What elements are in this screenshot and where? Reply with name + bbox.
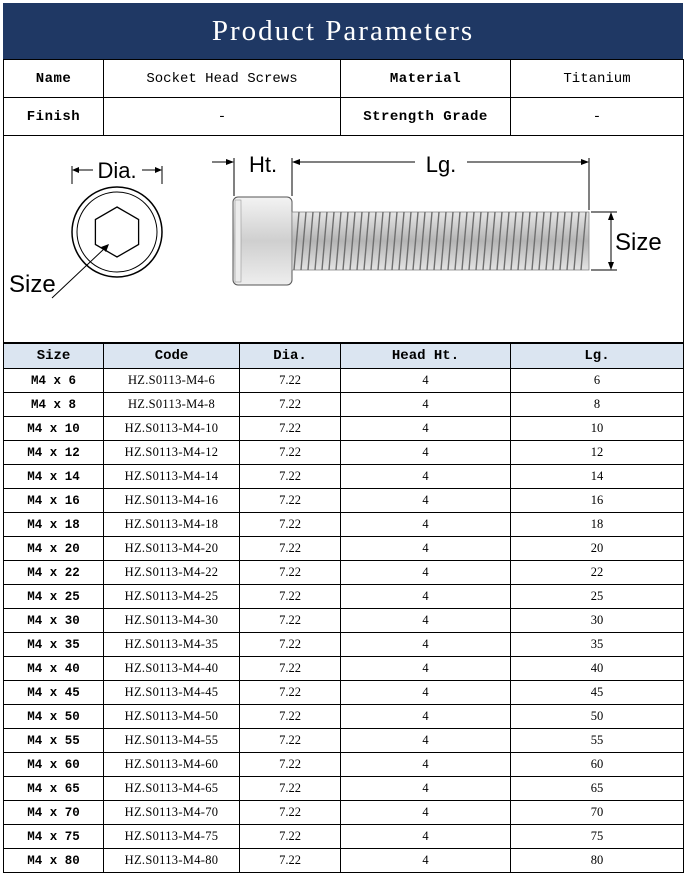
table-row xyxy=(4,537,684,561)
lg-cell: 40 xyxy=(511,657,684,681)
table-row xyxy=(4,777,684,801)
head-ht-cell: 4 xyxy=(341,705,511,729)
code-cell: HZ.S0113-M4-50 xyxy=(104,705,240,729)
screw-diagram xyxy=(5,136,683,337)
code-cell: HZ.S0113-M4-18 xyxy=(104,513,240,537)
code-cell: HZ.S0113-M4-6 xyxy=(104,369,240,393)
product-sheet xyxy=(3,3,683,873)
top-view xyxy=(9,158,162,298)
spec-table xyxy=(3,343,684,873)
code-cell: HZ.S0113-M4-10 xyxy=(104,417,240,441)
size-cell: M4 x 40 xyxy=(4,657,104,681)
page-title: Product Parameters xyxy=(3,3,683,59)
lg-cell: 35 xyxy=(511,633,684,657)
head-ht-cell: 4 xyxy=(341,801,511,825)
table-row xyxy=(4,465,684,489)
lg-cell: 14 xyxy=(511,465,684,489)
code-cell: HZ.S0113-M4-70 xyxy=(104,801,240,825)
head-ht-cell: 4 xyxy=(341,777,511,801)
code-cell: HZ.S0113-M4-25 xyxy=(104,585,240,609)
dia-cell: 7.22 xyxy=(240,801,341,825)
header-code: Code xyxy=(104,344,240,369)
code-cell: HZ.S0113-M4-16 xyxy=(104,489,240,513)
dia-cell: 7.22 xyxy=(240,393,341,417)
header-lg: Lg. xyxy=(511,344,684,369)
dia-cell: 7.22 xyxy=(240,681,341,705)
material-value: Titanium xyxy=(511,60,684,98)
dia-cell: 7.22 xyxy=(240,369,341,393)
table-row xyxy=(4,513,684,537)
table-row xyxy=(4,561,684,585)
lg-cell: 22 xyxy=(511,561,684,585)
head-ht-cell: 4 xyxy=(341,537,511,561)
code-cell: HZ.S0113-M4-65 xyxy=(104,777,240,801)
code-cell: HZ.S0113-M4-45 xyxy=(104,681,240,705)
spec-body xyxy=(4,369,684,873)
lg-cell: 20 xyxy=(511,537,684,561)
lg-cell: 16 xyxy=(511,489,684,513)
table-row xyxy=(4,609,684,633)
finish-label: Finish xyxy=(4,98,104,136)
name-label: Name xyxy=(4,60,104,98)
lg-label: Lg. xyxy=(425,152,456,177)
head-ht-cell: 4 xyxy=(341,729,511,753)
head-ht-cell: 4 xyxy=(341,657,511,681)
head-ht-cell: 4 xyxy=(341,489,511,513)
size-cell: M4 x 8 xyxy=(4,393,104,417)
table-row xyxy=(4,489,684,513)
diagram-cell xyxy=(4,136,684,343)
dia-cell: 7.22 xyxy=(240,441,341,465)
size-cell: M4 x 55 xyxy=(4,729,104,753)
dia-cell: 7.22 xyxy=(240,849,341,873)
head-ht-cell: 4 xyxy=(341,465,511,489)
dia-cell: 7.22 xyxy=(240,633,341,657)
code-cell: HZ.S0113-M4-55 xyxy=(104,729,240,753)
dia-cell: 7.22 xyxy=(240,705,341,729)
code-cell: HZ.S0113-M4-75 xyxy=(104,825,240,849)
code-cell: HZ.S0113-M4-60 xyxy=(104,753,240,777)
dia-cell: 7.22 xyxy=(240,753,341,777)
size-cell: M4 x 75 xyxy=(4,825,104,849)
size-cell: M4 x 70 xyxy=(4,801,104,825)
dia-cell: 7.22 xyxy=(240,465,341,489)
size-cell: M4 x 60 xyxy=(4,753,104,777)
dia-cell: 7.22 xyxy=(240,513,341,537)
info-row-name xyxy=(4,60,684,98)
header-size: Size xyxy=(4,344,104,369)
size-cell: M4 x 25 xyxy=(4,585,104,609)
lg-cell: 10 xyxy=(511,417,684,441)
dia-cell: 7.22 xyxy=(240,417,341,441)
dia-cell: 7.22 xyxy=(240,657,341,681)
lg-cell: 55 xyxy=(511,729,684,753)
name-value: Socket Head Screws xyxy=(104,60,341,98)
head-ht-cell: 4 xyxy=(341,849,511,873)
lg-cell: 65 xyxy=(511,777,684,801)
table-row xyxy=(4,705,684,729)
size-cell: M4 x 65 xyxy=(4,777,104,801)
head-ht-cell: 4 xyxy=(341,681,511,705)
size-cell: M4 x 20 xyxy=(4,537,104,561)
table-row xyxy=(4,801,684,825)
lg-cell: 60 xyxy=(511,753,684,777)
info-row-finish xyxy=(4,98,684,136)
head-ht-cell: 4 xyxy=(341,369,511,393)
dia-cell: 7.22 xyxy=(240,729,341,753)
table-row xyxy=(4,753,684,777)
size-cell: M4 x 18 xyxy=(4,513,104,537)
dia-label: Dia. xyxy=(96,158,137,183)
table-row xyxy=(4,849,684,873)
size-cell: M4 x 45 xyxy=(4,681,104,705)
table-row xyxy=(4,393,684,417)
lg-cell: 6 xyxy=(511,369,684,393)
lg-cell: 50 xyxy=(511,705,684,729)
dia-cell: 7.22 xyxy=(240,489,341,513)
lg-cell: 75 xyxy=(511,825,684,849)
lg-cell: 12 xyxy=(511,441,684,465)
table-row xyxy=(4,369,684,393)
grade-value: - xyxy=(511,98,684,136)
lg-cell: 30 xyxy=(511,609,684,633)
dia-cell: 7.22 xyxy=(240,609,341,633)
size-cell: M4 x 35 xyxy=(4,633,104,657)
dia-cell: 7.22 xyxy=(240,561,341,585)
head-ht-cell: 4 xyxy=(341,633,511,657)
grade-label: Strength Grade xyxy=(341,98,511,136)
dia-cell: 7.22 xyxy=(240,825,341,849)
code-cell: HZ.S0113-M4-80 xyxy=(104,849,240,873)
lg-cell: 25 xyxy=(511,585,684,609)
head-ht-cell: 4 xyxy=(341,609,511,633)
side-view xyxy=(212,152,662,285)
code-cell: HZ.S0113-M4-22 xyxy=(104,561,240,585)
code-cell: HZ.S0113-M4-8 xyxy=(104,393,240,417)
table-row xyxy=(4,585,684,609)
code-cell: HZ.S0113-M4-14 xyxy=(104,465,240,489)
size-cell: M4 x 30 xyxy=(4,609,104,633)
dia-cell: 7.22 xyxy=(240,537,341,561)
head-ht-cell: 4 xyxy=(341,753,511,777)
lg-cell: 45 xyxy=(511,681,684,705)
size-cell: M4 x 80 xyxy=(4,849,104,873)
code-cell: HZ.S0113-M4-35 xyxy=(104,633,240,657)
table-row xyxy=(4,729,684,753)
head-ht-cell: 4 xyxy=(341,513,511,537)
dia-cell: 7.22 xyxy=(240,585,341,609)
spec-header-row xyxy=(4,344,684,369)
table-row xyxy=(4,417,684,441)
head-ht-cell: 4 xyxy=(341,417,511,441)
lg-cell: 80 xyxy=(511,849,684,873)
size-cell: M4 x 16 xyxy=(4,489,104,513)
header-head-ht: Head Ht. xyxy=(341,344,511,369)
lg-cell: 18 xyxy=(511,513,684,537)
header-dia: Dia. xyxy=(240,344,341,369)
ht-label: Ht. xyxy=(248,152,277,177)
size-cell: M4 x 14 xyxy=(4,465,104,489)
code-cell: HZ.S0113-M4-20 xyxy=(104,537,240,561)
size-label-right: Size xyxy=(614,229,662,256)
info-table xyxy=(3,59,684,343)
head-ht-cell: 4 xyxy=(341,441,511,465)
size-cell: M4 x 12 xyxy=(4,441,104,465)
material-label: Material xyxy=(341,60,511,98)
table-row xyxy=(4,633,684,657)
size-cell: M4 x 10 xyxy=(4,417,104,441)
finish-value: - xyxy=(104,98,341,136)
table-row xyxy=(4,657,684,681)
head-ht-cell: 4 xyxy=(341,393,511,417)
code-cell: HZ.S0113-M4-30 xyxy=(104,609,240,633)
head-ht-cell: 4 xyxy=(341,585,511,609)
dia-cell: 7.22 xyxy=(240,777,341,801)
diagram-row xyxy=(4,136,684,343)
table-row xyxy=(4,825,684,849)
table-row xyxy=(4,681,684,705)
size-cell: M4 x 50 xyxy=(4,705,104,729)
lg-cell: 70 xyxy=(511,801,684,825)
head-ht-cell: 4 xyxy=(341,825,511,849)
head-ht-cell: 4 xyxy=(341,561,511,585)
code-cell: HZ.S0113-M4-40 xyxy=(104,657,240,681)
lg-cell: 8 xyxy=(511,393,684,417)
size-label-left: Size xyxy=(8,271,56,298)
code-cell: HZ.S0113-M4-12 xyxy=(104,441,240,465)
table-row xyxy=(4,441,684,465)
size-cell: M4 x 6 xyxy=(4,369,104,393)
size-cell: M4 x 22 xyxy=(4,561,104,585)
